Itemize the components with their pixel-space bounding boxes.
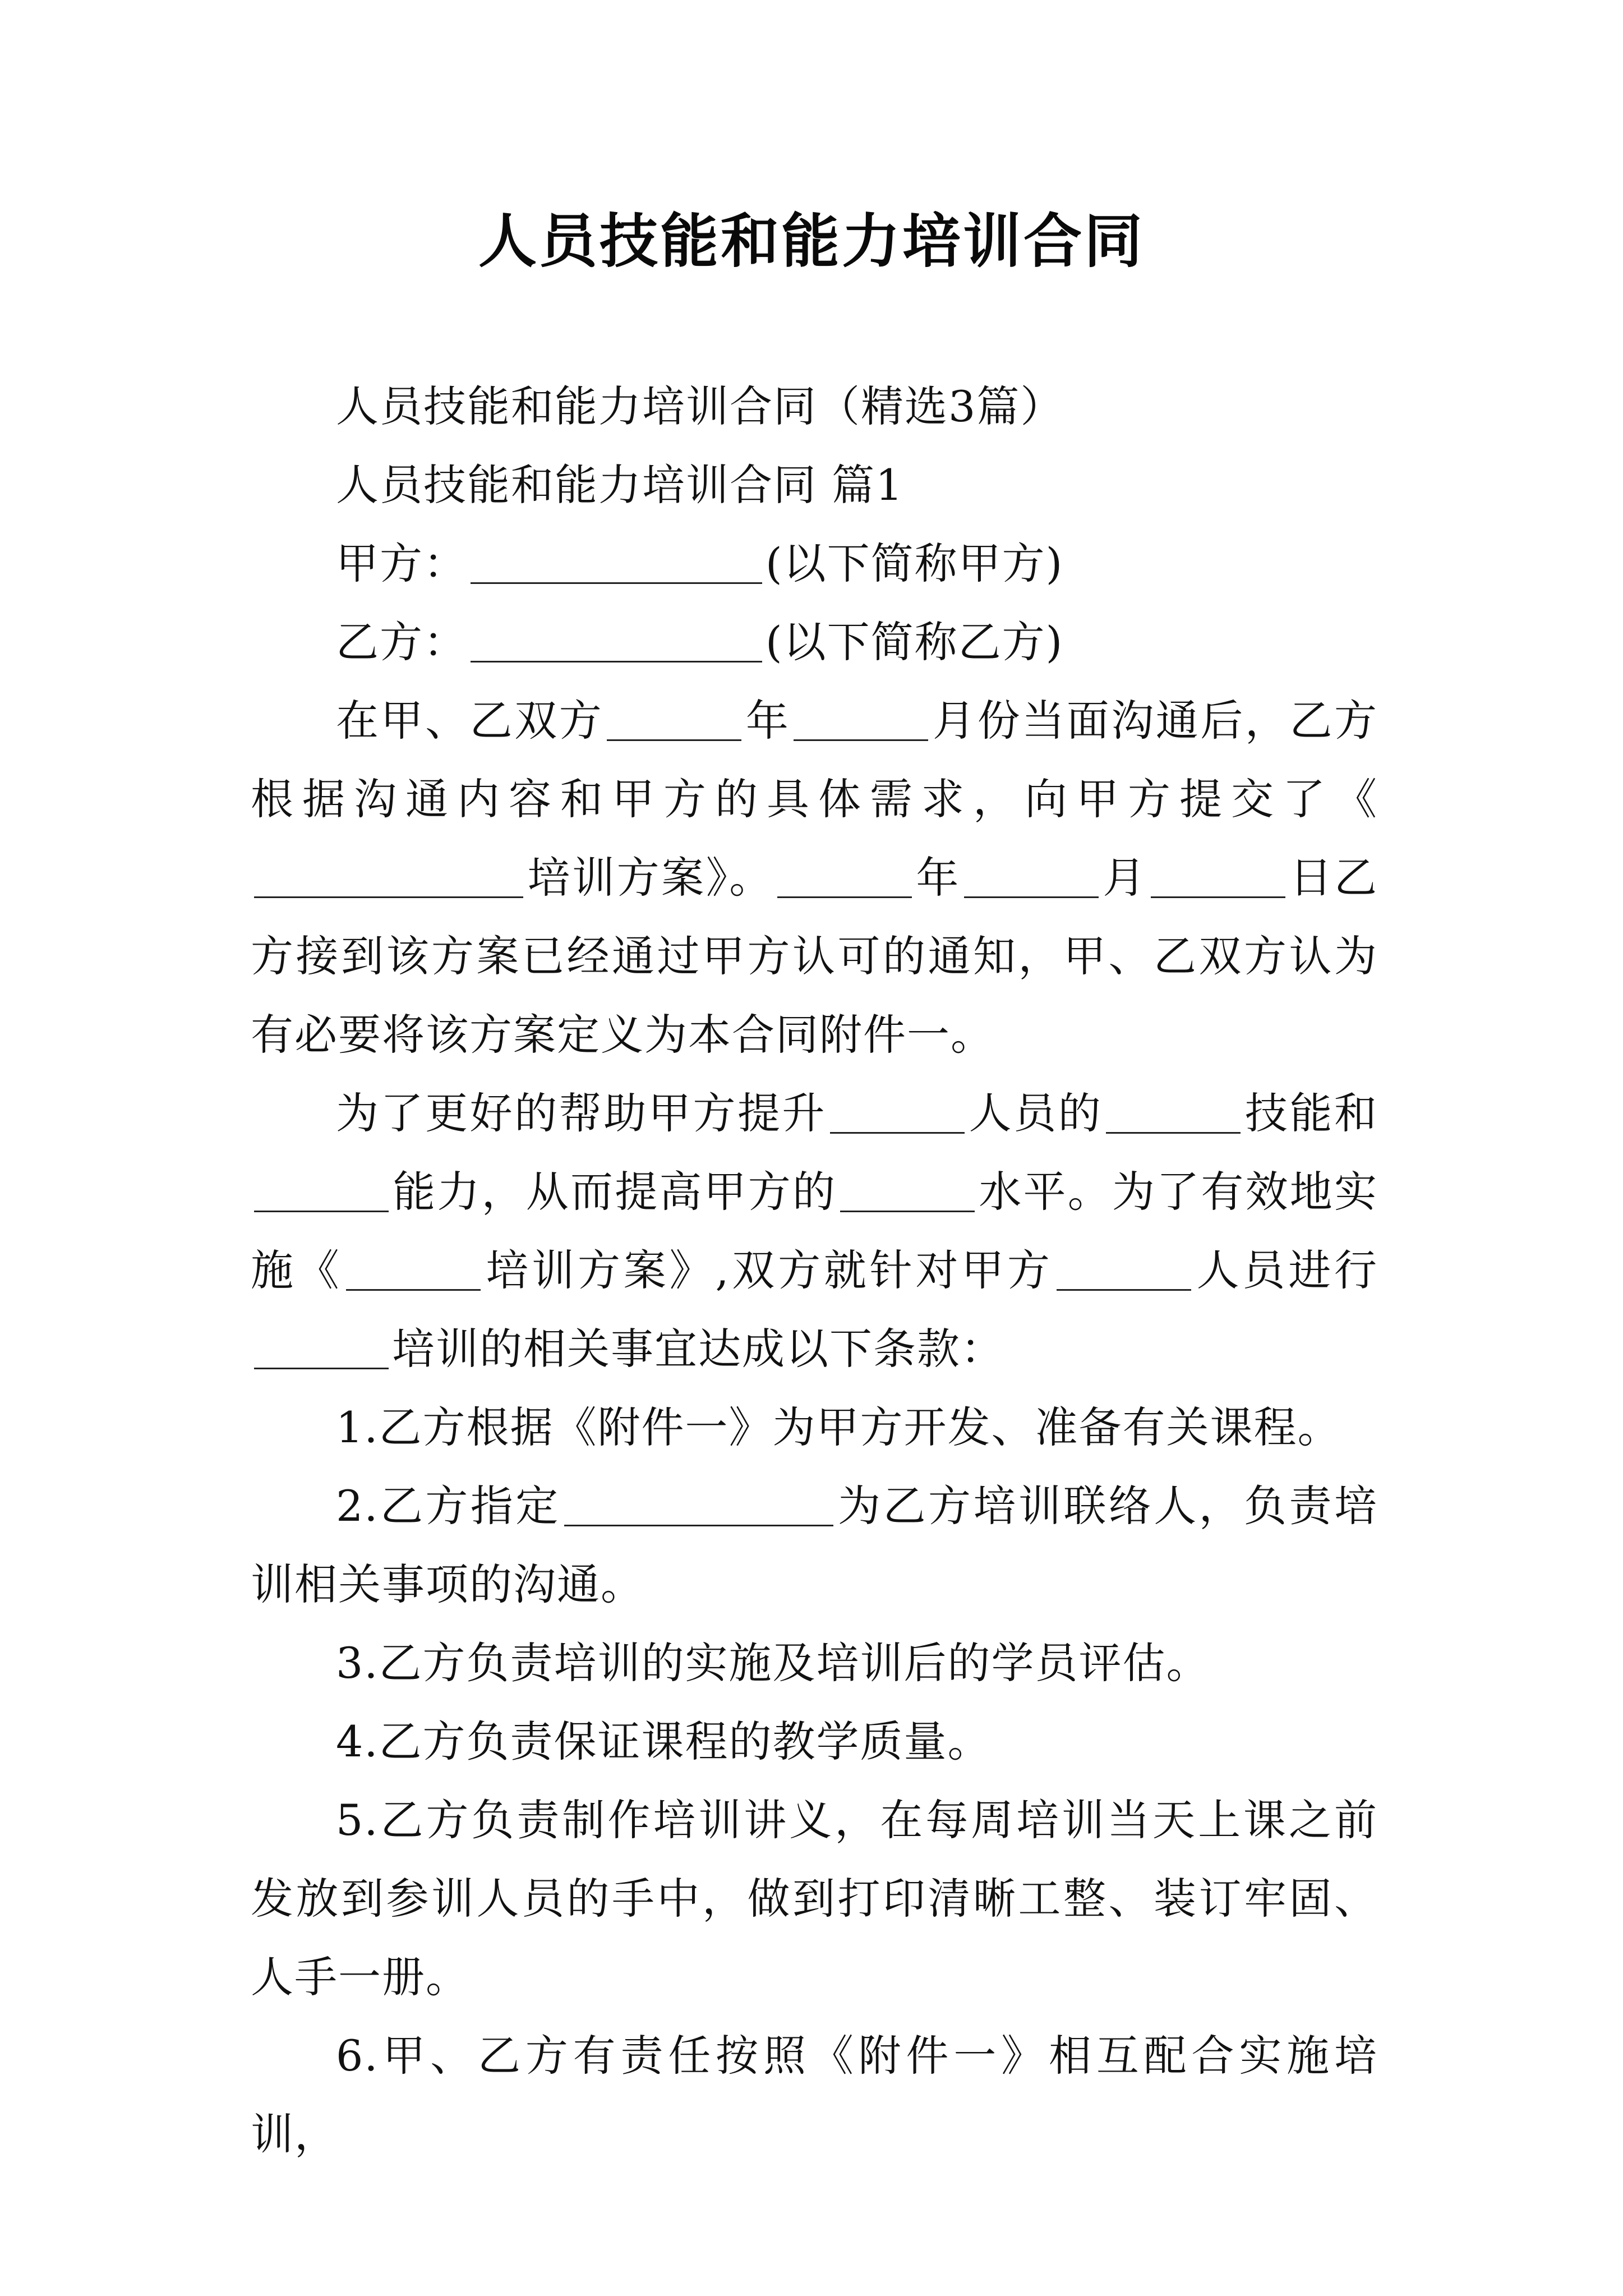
para1-text-6: 月 xyxy=(1101,853,1147,903)
clause-6-text: 6.甲、乙方有责任按照《附件一》相互配合实施培训， xyxy=(251,2031,1378,2159)
para1-text-2: 年 xyxy=(745,696,791,746)
clause-5 xyxy=(251,1781,1378,2017)
clause-2-text-a: 2.乙方指定 xyxy=(336,1481,561,1531)
para2-text-6: 培训方案》,双方就针对甲方 xyxy=(483,1245,1053,1295)
party-b-label: 乙方： xyxy=(336,617,467,667)
level-blank xyxy=(840,1168,975,1212)
party-a-suffix: (以下简称甲方) xyxy=(766,539,1064,588)
para1-text-7: 日乙方接到该方案已经通过甲方认可的通知，甲、乙双方认为有必要将该方案定义为本合同附件一。 xyxy=(251,853,1378,1060)
para1-text-5: 年 xyxy=(915,853,961,903)
year-blank xyxy=(607,697,741,741)
clause-4-text: 4.乙方负责保证课程的教学质量。 xyxy=(336,1717,992,1766)
training-type-blank xyxy=(254,1325,389,1369)
para2-text-4: 能力，从而提高甲方的 xyxy=(392,1167,837,1217)
clause-3-text: 3.乙方负责培训的实施及培训后的学员评估。 xyxy=(336,1638,1210,1688)
clause-4 xyxy=(251,1703,1378,1781)
clause-3 xyxy=(251,1624,1378,1703)
clause-1-text: 1.乙方根据《附件一》为甲方开发、准备有关课程。 xyxy=(336,1402,1341,1452)
para2-text-8: 培训的相关事宜达成以下条款： xyxy=(392,1324,1004,1374)
clause-6 xyxy=(251,2017,1378,2174)
trainee-blank xyxy=(1057,1246,1191,1291)
para1-text-3: 月份当面沟通后，乙方根据沟通内容和甲方的具体需求，向甲方提交了《 xyxy=(251,696,1378,824)
clause-5-text: 5.乙方负责制作培训讲义，在每周培训当天上课之前发放到参训人员的手中，做到打印清晰工整、装订牢固、人手一册。 xyxy=(251,1795,1378,2002)
ability-blank xyxy=(254,1168,389,1212)
staff-type-blank xyxy=(830,1089,965,1134)
party-b-blank xyxy=(471,618,762,662)
party-a-blank xyxy=(471,540,762,584)
party-a-label: 甲方： xyxy=(336,539,467,588)
party-a-line xyxy=(251,524,1378,603)
contact-person-blank xyxy=(564,1482,833,1526)
approval-day-blank xyxy=(1151,854,1285,898)
month-blank xyxy=(794,697,928,741)
para2-text-7: 人员进行 xyxy=(1194,1245,1378,1295)
skill-blank xyxy=(1106,1089,1241,1134)
approval-year-blank xyxy=(777,854,912,898)
party-b-suffix: (以下简称乙方) xyxy=(766,617,1064,667)
paragraph-background xyxy=(251,682,1378,1074)
clause-2-text-b: 为乙方培训联络人，负责培训相关事项的沟通。 xyxy=(251,1481,1378,1609)
subtitle-text: 人员技能和能力培训合同（精选3篇） xyxy=(336,381,1064,431)
para2-text-1: 为了更好的帮助甲方提升 xyxy=(336,1088,827,1138)
document-title: 人员技能和能力培训合同 xyxy=(478,207,1145,275)
document-body xyxy=(251,367,1378,2174)
section-heading-line xyxy=(251,446,1378,524)
paragraph-purpose xyxy=(251,1074,1378,1388)
clause-2 xyxy=(251,1467,1378,1624)
plan-name-blank xyxy=(254,854,523,898)
para2-text-5: 水平。为了有效地实施《 xyxy=(251,1167,1378,1295)
para2-text-3: 技能和 xyxy=(1244,1088,1378,1138)
para2-text-2: 人员的 xyxy=(968,1088,1103,1138)
subtitle-line xyxy=(251,367,1378,446)
plan-blank xyxy=(346,1246,481,1291)
clause-1 xyxy=(251,1388,1378,1467)
approval-month-blank xyxy=(964,854,1099,898)
party-b-line xyxy=(251,603,1378,682)
para1-text-4: 培训方案》。 xyxy=(527,853,774,903)
section-heading-text: 人员技能和能力培训合同 篇1 xyxy=(336,460,904,510)
para1-text-1: 在甲、乙双方 xyxy=(336,696,604,746)
